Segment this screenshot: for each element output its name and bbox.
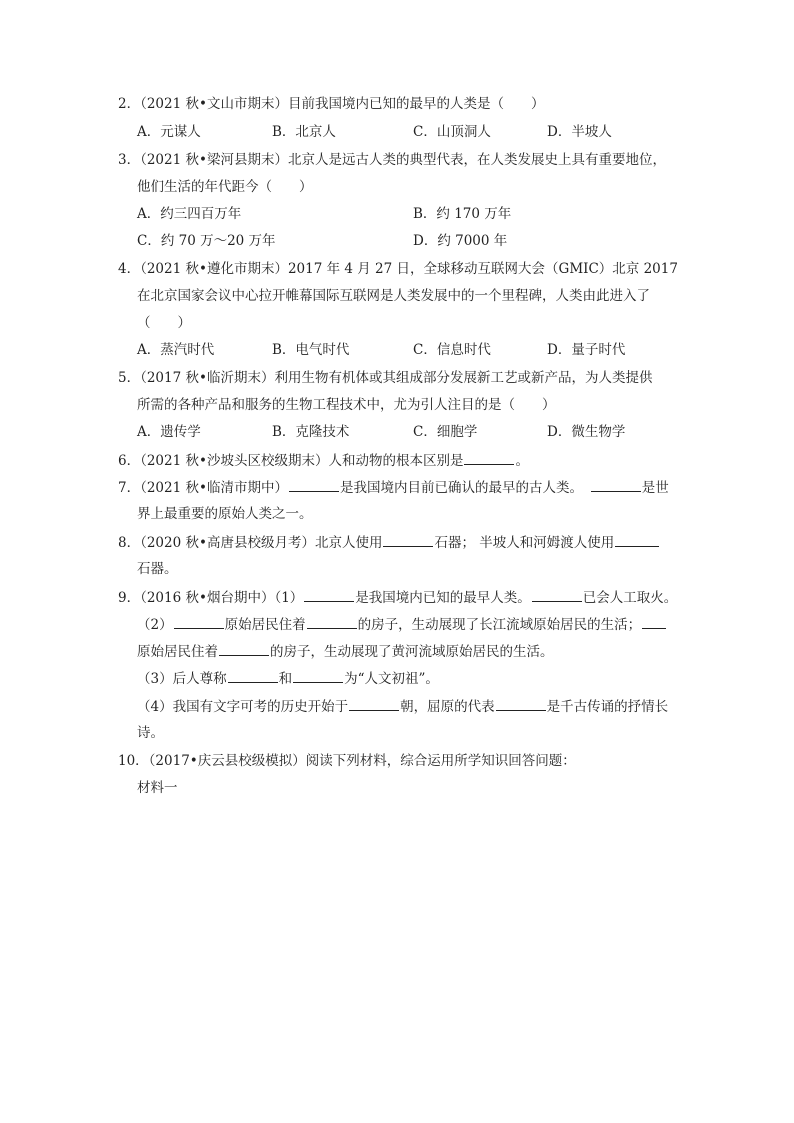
q8-text-a: 8．（2020 秋•高唐县校级月考）北京人使用 — [118, 535, 383, 551]
q6-answer-blank — [464, 451, 514, 465]
q7-text-c: 是世 — [641, 480, 669, 496]
q8-answer-blank-2 — [615, 533, 659, 547]
q5-option-c: C．细胞学 — [413, 424, 478, 440]
q9-answer-blank-5 — [642, 615, 666, 629]
q2-option-d: D．半坡人 — [547, 124, 612, 140]
question-2-stem: 2．（2021 秋•文山市期末）目前我国境内已知的最早的人类是（ ） — [118, 96, 545, 112]
question-8-line2: 石器。 — [137, 561, 178, 577]
question-4-stem-line2: 在北京国家会议中心拉开帷幕国际互联网是人类发展中的一个里程碑，人类由此进入了 — [137, 288, 650, 304]
question-8-line1 — [118, 533, 660, 552]
q9-answer-blank-6 — [219, 642, 269, 656]
q9-text-b: 是我国境内已知的最早人类。 — [355, 590, 531, 606]
question-9-line6: 诗。 — [137, 725, 164, 741]
q9-text-l3b: 的房子，生动展现了黄河流域原始居民的生活。 — [270, 644, 554, 660]
q9-text-l2b: 原始居民住着 — [224, 617, 306, 633]
q9-answer-blank-8 — [293, 669, 343, 683]
question-9-line2 — [137, 615, 667, 634]
q7-answer-blank-1 — [289, 478, 339, 492]
q7-text-a: 7．（2021 秋•临清市期中） — [118, 480, 288, 496]
question-7-line1 — [118, 478, 669, 497]
q4-option-a: A．蒸汽时代 — [137, 342, 215, 358]
q9-part2-label: （2） — [137, 617, 173, 633]
question-10-material-label: 材料一 — [137, 780, 178, 796]
question-4-stem-line1: 4．（2021 秋•遵化市期末）2017 年 4 月 27 日，全球移动互联网大会（GMIC）北京 2017 — [118, 261, 678, 277]
q9-text-l5b: 朝，屈原的代表 — [400, 699, 495, 715]
question-5-stem-line2: 所需的各种产品和服务的生物工程技术中，尤为引人注目的是（ ） — [137, 397, 556, 413]
q3-option-c: C．约 70 万～20 万年 — [137, 233, 276, 249]
q8-answer-blank-1 — [383, 533, 433, 547]
q9-answer-blank-9 — [349, 697, 399, 711]
q9-text-a: 9．（2016 秋•烟台期中）（1） — [118, 590, 304, 606]
q9-text-l4a: （3）后人尊称 — [137, 671, 227, 687]
q9-text-l3a: 原始居民住着 — [137, 644, 218, 660]
q3-option-a: A．约三四百万年 — [137, 206, 242, 222]
q6-text-a: 6．（2021 秋•沙坡头区校级期末）人和动物的根本区别是 — [118, 453, 464, 469]
question-3-stem-line1: 3．（2021 秋•梁河县期末）北京人是远古人类的典型代表，在人类发展史上具有重要地位， — [118, 152, 666, 168]
question-10-stem: 10．（2017•庆云县校级模拟）阅读下列材料，综合运用所学知识回答问题： — [118, 753, 576, 769]
question-7-line2: 界上最重要的原始人类之一。 — [137, 506, 313, 522]
q4-option-b: B．电气时代 — [272, 342, 350, 358]
q7-text-b: 是我国境内目前已确认的最早的古人类。 — [339, 480, 577, 496]
question-4-stem-line3: （ ） — [137, 315, 191, 331]
q3-option-b: B．约 170 万年 — [413, 206, 512, 222]
q4-option-d: D．量子时代 — [547, 342, 626, 358]
q9-answer-blank-2 — [532, 588, 582, 602]
q9-answer-blank-1 — [304, 588, 354, 602]
question-9-line1 — [118, 588, 677, 607]
q9-text-l5a: （4）我国有文字可考的历史开始于 — [137, 699, 349, 715]
q9-text-c: 已会人工取火。 — [582, 590, 678, 606]
q5-option-d: D．微生物学 — [547, 424, 626, 440]
q6-text-b: 。 — [515, 453, 529, 469]
q2-option-b: B．北京人 — [272, 124, 336, 140]
question-9-line5 — [137, 697, 668, 716]
question-9-line4 — [137, 669, 439, 688]
q9-text-l2c: 的房子，生动展现了长江流域原始居民的生活； — [357, 617, 642, 633]
q9-answer-blank-4 — [307, 615, 357, 629]
q9-text-l4b: 和 — [278, 671, 293, 687]
q9-text-l4c: 为“人文初祖”。 — [344, 671, 439, 687]
question-3-stem-line2: 他们生活的年代距今（ ） — [137, 179, 313, 195]
question-9-line3 — [137, 642, 554, 661]
q3-option-d: D．约 7000 年 — [413, 233, 508, 249]
q8-text-b: 石器； 半坡人和河姆渡人使用 — [434, 535, 615, 551]
question-5-stem-line1: 5．（2017 秋•临沂期末）利用生物有机体或其组成部分发展新工艺或新产品，为人类提供 — [118, 370, 653, 386]
q9-answer-blank-7 — [228, 669, 278, 683]
q9-answer-blank-10 — [496, 697, 546, 711]
q4-option-c: C．信息时代 — [413, 342, 491, 358]
question-6 — [118, 451, 529, 470]
q5-option-b: B．克隆技术 — [272, 424, 350, 440]
q2-option-a: A．元谋人 — [137, 124, 201, 140]
q7-answer-blank-2 — [591, 478, 641, 492]
q2-option-c: C．山顶洞人 — [413, 124, 491, 140]
q9-answer-blank-3 — [174, 615, 224, 629]
q5-option-a: A．遗传学 — [137, 424, 201, 440]
q9-text-l5c: 是千古传诵的抒情长 — [546, 699, 669, 715]
